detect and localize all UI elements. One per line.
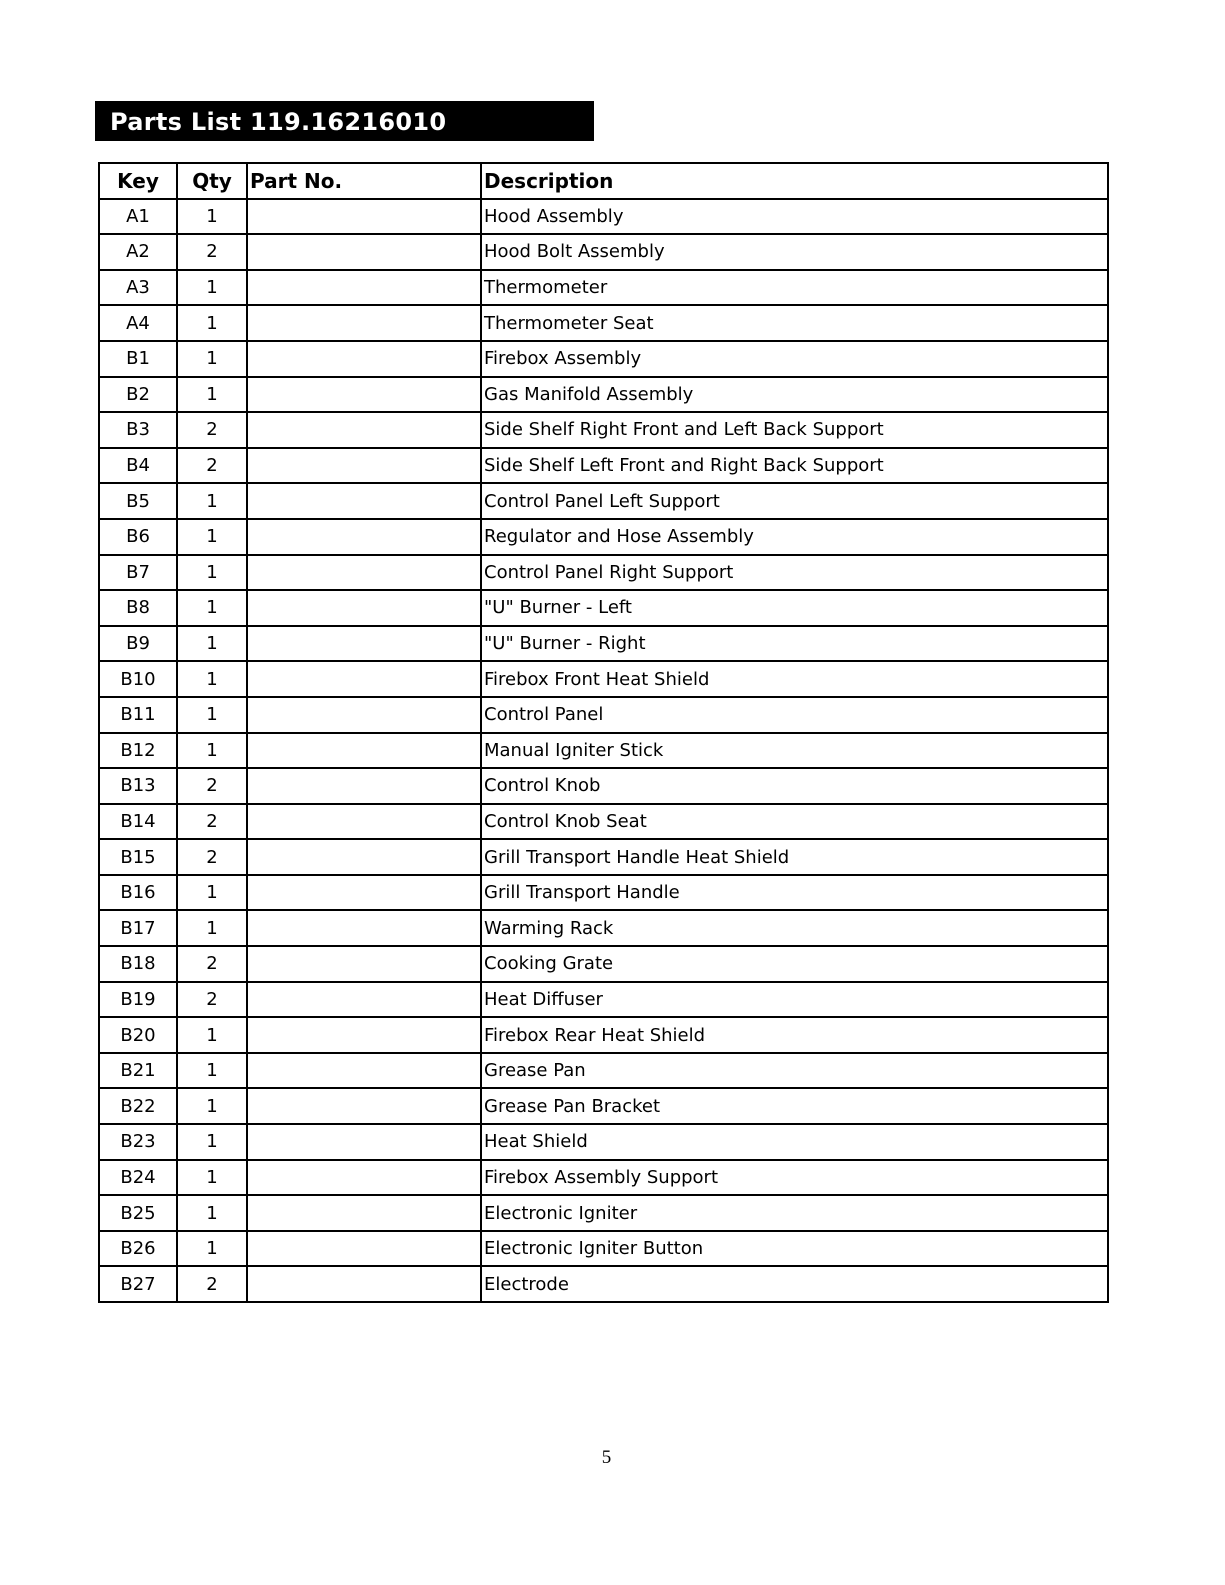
key-cell: B19 (99, 982, 177, 1018)
description-cell: Regulator and Hose Assembly (481, 519, 1108, 555)
qty-cell: 1 (177, 341, 247, 377)
table-row (99, 305, 1108, 341)
key-cell: B22 (99, 1088, 177, 1124)
description-cell: Control Panel (481, 697, 1108, 733)
table-row (99, 1053, 1108, 1089)
table-row (99, 1195, 1108, 1231)
key-cell: B10 (99, 661, 177, 697)
key-cell: B13 (99, 768, 177, 804)
description-cell: Side Shelf Right Front and Left Back Support (481, 412, 1108, 448)
part-no-cell (247, 910, 481, 946)
key-cell: B5 (99, 483, 177, 519)
key-cell: B3 (99, 412, 177, 448)
table-row (99, 982, 1108, 1018)
table-row (99, 910, 1108, 946)
description-cell: Electronic Igniter Button (481, 1231, 1108, 1267)
key-cell: B14 (99, 804, 177, 840)
part-no-cell (247, 1195, 481, 1231)
qty-cell: 2 (177, 234, 247, 270)
table-row (99, 412, 1108, 448)
part-no-cell (247, 519, 481, 555)
qty-cell: 1 (177, 199, 247, 235)
key-cell: B23 (99, 1124, 177, 1160)
key-cell: B16 (99, 875, 177, 911)
description-cell: "U" Burner - Right (481, 626, 1108, 662)
table-row (99, 1017, 1108, 1053)
table-row (99, 1231, 1108, 1267)
qty-cell: 1 (177, 1231, 247, 1267)
part-no-cell (247, 661, 481, 697)
table-row (99, 1124, 1108, 1160)
part-no-cell (247, 590, 481, 626)
description-cell: Electrode (481, 1266, 1108, 1302)
key-cell: B26 (99, 1231, 177, 1267)
description-cell: Firebox Assembly Support (481, 1160, 1108, 1196)
page-number: 5 (601, 1447, 612, 1468)
part-no-cell (247, 234, 481, 270)
table-row (99, 377, 1108, 413)
key-cell: A4 (99, 305, 177, 341)
part-no-cell (247, 1053, 481, 1089)
description-cell: Gas Manifold Assembly (481, 377, 1108, 413)
qty-cell: 1 (177, 697, 247, 733)
key-cell: B27 (99, 1266, 177, 1302)
description-cell: Grill Transport Handle (481, 875, 1108, 911)
table-row (99, 270, 1108, 306)
part-no-cell (247, 412, 481, 448)
qty-cell: 1 (177, 661, 247, 697)
table-row (99, 875, 1108, 911)
qty-cell: 1 (177, 519, 247, 555)
part-no-cell (247, 804, 481, 840)
key-cell: B6 (99, 519, 177, 555)
table-row (99, 590, 1108, 626)
qty-cell: 2 (177, 839, 247, 875)
table-row (99, 555, 1108, 591)
description-cell: Heat Diffuser (481, 982, 1108, 1018)
part-no-cell (247, 982, 481, 1018)
table-row (99, 626, 1108, 662)
description-cell: Manual Igniter Stick (481, 733, 1108, 769)
key-cell: B18 (99, 946, 177, 982)
table-row (99, 1088, 1108, 1124)
key-cell: B1 (99, 341, 177, 377)
part-no-cell (247, 483, 481, 519)
qty-cell: 1 (177, 590, 247, 626)
part-no-cell (247, 270, 481, 306)
description-cell: Control Panel Right Support (481, 555, 1108, 591)
part-no-cell (247, 839, 481, 875)
qty-cell: 2 (177, 412, 247, 448)
part-no-cell (247, 1017, 481, 1053)
table-row (99, 733, 1108, 769)
description-cell: Warming Rack (481, 910, 1108, 946)
table-row (99, 483, 1108, 519)
key-cell: A1 (99, 199, 177, 235)
qty-cell: 1 (177, 305, 247, 341)
key-cell: B25 (99, 1195, 177, 1231)
part-no-cell (247, 341, 481, 377)
table-row (99, 1160, 1108, 1196)
description-cell: Firebox Rear Heat Shield (481, 1017, 1108, 1053)
key-cell: A3 (99, 270, 177, 306)
qty-cell: 1 (177, 1088, 247, 1124)
description-cell: Control Panel Left Support (481, 483, 1108, 519)
qty-cell: 1 (177, 1195, 247, 1231)
part-no-cell (247, 377, 481, 413)
description-cell: Firebox Front Heat Shield (481, 661, 1108, 697)
part-no-cell (247, 555, 481, 591)
header-key: Key (99, 163, 177, 199)
key-cell: B2 (99, 377, 177, 413)
table-body (99, 199, 1108, 1302)
table-row (99, 661, 1108, 697)
description-cell: Firebox Assembly (481, 341, 1108, 377)
qty-cell: 1 (177, 733, 247, 769)
description-cell: Hood Bolt Assembly (481, 234, 1108, 270)
table-row (99, 234, 1108, 270)
part-no-cell (247, 305, 481, 341)
description-cell: Cooking Grate (481, 946, 1108, 982)
part-no-cell (247, 1088, 481, 1124)
qty-cell: 1 (177, 910, 247, 946)
description-cell: Thermometer (481, 270, 1108, 306)
qty-cell: 1 (177, 875, 247, 911)
key-cell: B15 (99, 839, 177, 875)
description-cell: Hood Assembly (481, 199, 1108, 235)
table-header-row (99, 163, 1108, 199)
page-title: Parts List 119.16216010 (95, 101, 594, 141)
part-no-cell (247, 768, 481, 804)
qty-cell: 1 (177, 1160, 247, 1196)
header-qty: Qty (177, 163, 247, 199)
description-cell: Heat Shield (481, 1124, 1108, 1160)
table-row (99, 768, 1108, 804)
qty-cell: 2 (177, 982, 247, 1018)
header-part-no: Part No. (247, 163, 481, 199)
key-cell: B11 (99, 697, 177, 733)
qty-cell: 1 (177, 555, 247, 591)
part-no-cell (247, 199, 481, 235)
qty-cell: 1 (177, 270, 247, 306)
part-no-cell (247, 946, 481, 982)
part-no-cell (247, 733, 481, 769)
key-cell: B17 (99, 910, 177, 946)
table-row (99, 448, 1108, 484)
qty-cell: 2 (177, 768, 247, 804)
qty-cell: 2 (177, 448, 247, 484)
qty-cell: 1 (177, 377, 247, 413)
qty-cell: 1 (177, 1124, 247, 1160)
part-no-cell (247, 697, 481, 733)
key-cell: B7 (99, 555, 177, 591)
description-cell: Thermometer Seat (481, 305, 1108, 341)
description-cell: Side Shelf Left Front and Right Back Support (481, 448, 1108, 484)
description-cell: Grill Transport Handle Heat Shield (481, 839, 1108, 875)
key-cell: B4 (99, 448, 177, 484)
key-cell: B21 (99, 1053, 177, 1089)
table-row (99, 697, 1108, 733)
part-no-cell (247, 448, 481, 484)
part-no-cell (247, 1266, 481, 1302)
key-cell: B12 (99, 733, 177, 769)
key-cell: B24 (99, 1160, 177, 1196)
table-row (99, 341, 1108, 377)
qty-cell: 1 (177, 1017, 247, 1053)
key-cell: B9 (99, 626, 177, 662)
key-cell: B20 (99, 1017, 177, 1053)
description-cell: Control Knob Seat (481, 804, 1108, 840)
parts-table (98, 162, 1109, 1303)
part-no-cell (247, 1231, 481, 1267)
description-cell: Grease Pan Bracket (481, 1088, 1108, 1124)
header-description: Description (481, 163, 1108, 199)
table-row (99, 199, 1108, 235)
part-no-cell (247, 1124, 481, 1160)
part-no-cell (247, 875, 481, 911)
description-cell: Grease Pan (481, 1053, 1108, 1089)
table-row (99, 804, 1108, 840)
part-no-cell (247, 1160, 481, 1196)
table-row (99, 519, 1108, 555)
qty-cell: 1 (177, 626, 247, 662)
table-row (99, 839, 1108, 875)
qty-cell: 1 (177, 1053, 247, 1089)
qty-cell: 2 (177, 1266, 247, 1302)
table-row (99, 946, 1108, 982)
part-no-cell (247, 626, 481, 662)
description-cell: Control Knob (481, 768, 1108, 804)
key-cell: B8 (99, 590, 177, 626)
table-row (99, 1266, 1108, 1302)
key-cell: A2 (99, 234, 177, 270)
description-cell: Electronic Igniter (481, 1195, 1108, 1231)
qty-cell: 1 (177, 483, 247, 519)
qty-cell: 2 (177, 804, 247, 840)
description-cell: "U" Burner - Left (481, 590, 1108, 626)
qty-cell: 2 (177, 946, 247, 982)
